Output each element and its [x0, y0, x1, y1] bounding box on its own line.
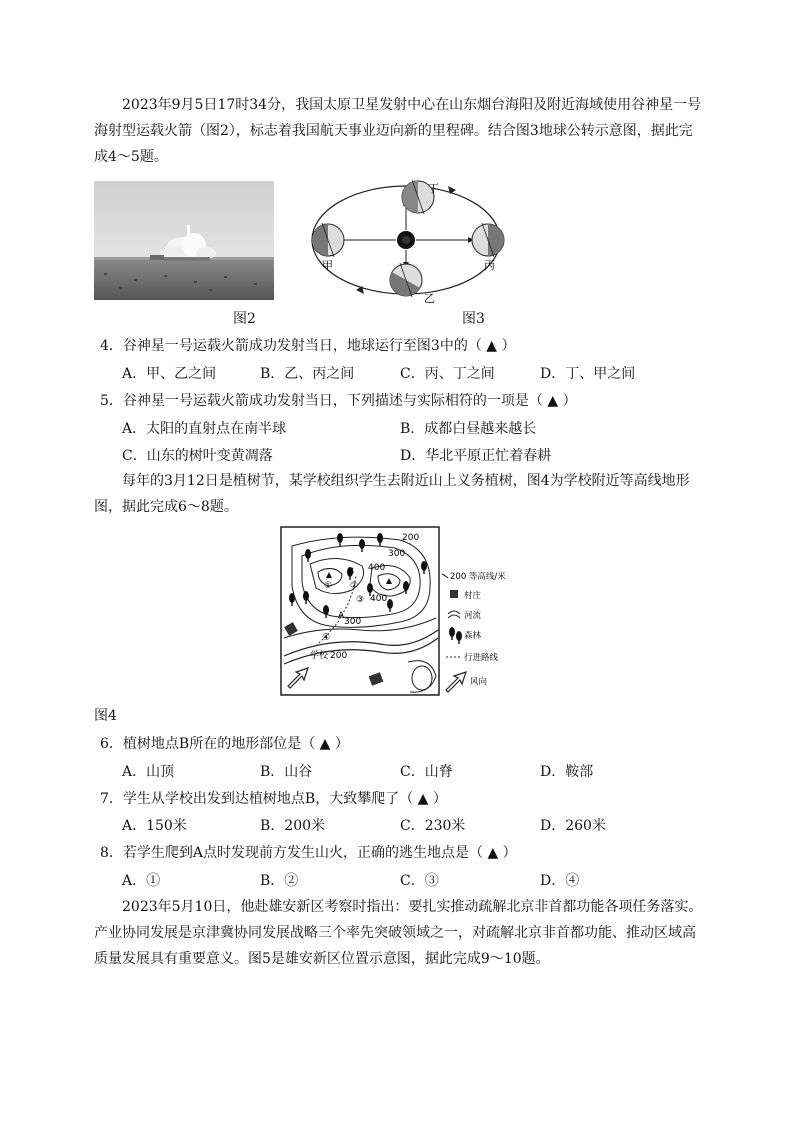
legend-contour: 200 等高线/米: [450, 572, 506, 582]
earth-revolution-diagram: [300, 170, 520, 305]
point-a-label: A: [338, 611, 345, 621]
q7-option-c[interactable]: C．230米: [400, 818, 466, 834]
q4-option-d[interactable]: D．丁、甲之间: [540, 366, 636, 382]
q8-option-a[interactable]: A．①: [122, 873, 161, 889]
legend-river: 河流: [464, 611, 482, 621]
fig3-caption: 图3: [462, 311, 485, 327]
point-b-label: B: [348, 567, 355, 577]
q7-option-b[interactable]: B．200米: [260, 818, 326, 834]
contour-label-6: 200: [330, 651, 348, 661]
q8-option-c[interactable]: C．③: [400, 873, 439, 889]
q6-option-c[interactable]: C．山脊: [400, 764, 453, 780]
circled-4: ④: [322, 633, 331, 643]
q7-option-a[interactable]: A．150米: [122, 818, 187, 834]
earth-yi-icon: [390, 263, 422, 297]
legend-village: 村庄: [464, 591, 482, 601]
q4-option-b[interactable]: B．乙、丙之间: [260, 366, 355, 382]
village-legend-icon: [450, 590, 458, 598]
q8-option-d[interactable]: D．④: [540, 873, 580, 889]
label-yi: 乙: [424, 292, 435, 305]
q6-option-a[interactable]: A．山顶: [122, 764, 175, 780]
legend-route: 行进路线: [464, 653, 499, 663]
q6-option-b[interactable]: B．山谷: [260, 764, 313, 780]
question-5-stem: 5．谷神星一号运载火箭成功发射当日，下列描述与实际相符的一项是（ ▲ ）: [100, 393, 577, 409]
q5-option-a[interactable]: A．太阳的直射点在南半球: [122, 421, 287, 437]
river-legend-icon: [448, 611, 460, 618]
q8-option-b[interactable]: B．②: [260, 873, 299, 889]
legend-wind: 风向: [470, 677, 488, 687]
q5-option-d[interactable]: D．华北平原正忙着春耕: [400, 448, 552, 464]
contour-label-3: 400: [368, 563, 386, 573]
intro-paragraph-2: 每年的3月12日是植树节，某学校组织学生去附近山上义务植树，图4为学校附近等高线地形图，据此完成6～8题。: [94, 473, 690, 515]
contour-label-1: 200: [402, 533, 420, 543]
fig2-caption: 图2: [233, 311, 256, 327]
fig4-caption: 图4: [94, 708, 117, 724]
rocket-launch-photo: [94, 181, 274, 300]
school-label: 学校: [310, 651, 329, 661]
q4-option-c[interactable]: C．丙、丁之间: [400, 366, 495, 382]
contour-label-2: 300: [388, 549, 406, 559]
earth-jia-icon: [312, 223, 344, 257]
contour-label-4: 400: [370, 594, 388, 604]
q5-option-c[interactable]: C．山东的树叶变黄凋落: [122, 448, 273, 464]
label-ding: 丁: [428, 182, 439, 195]
intro-paragraph-3: 2023年5月10日，他赴雄安新区考察时指出：要扎实推动疏解北京非首都功能各项任务落实。产业协同发展是京津冀协同发展战略三个率先突破领域之一，对疏解北京非首都功能、推动区域高质量发展具有重要意义。图5是雄安新区位置示意图，据此完成9～10题。: [94, 899, 703, 967]
contour-map: [280, 526, 530, 698]
contour-label-5: 300: [344, 617, 362, 627]
label-bing: 丙: [484, 259, 495, 272]
forest-legend-icon: [449, 627, 462, 644]
label-jia: 甲: [322, 259, 333, 272]
question-4-stem: 4．谷神星一号运载火箭成功发射当日，地球运行至图3中的（ ▲ ）: [100, 338, 516, 354]
question-6-stem: 6．植树地点B所在的地形部位是（ ▲ ）: [100, 736, 349, 752]
wind-legend-icon: [446, 672, 466, 692]
earth-bing-icon: [472, 223, 504, 257]
q5-option-b[interactable]: B．成都白昼越来越长: [400, 421, 537, 437]
circled-1: ①: [324, 581, 333, 591]
legend-forest: 森林: [464, 631, 482, 641]
question-8-stem: 8．若学生爬到A点时发现前方发生山火，正确的逃生地点是（ ▲ ）: [100, 845, 517, 861]
circled-2: ②: [350, 581, 359, 591]
intro-paragraph-1: 2023年9月5日17时34分，我国太原卫星发射中心在山东烟台海阳及附近海域使用谷神星一号海射型运载火箭（图2），标志着我国航天事业迈向新的里程碑。结合图3地球公转示意图，据此完成4～5题。: [94, 97, 702, 165]
circled-3: ③: [356, 595, 365, 605]
q6-option-d[interactable]: D．鞍部: [540, 764, 594, 780]
question-7-stem: 7．学生从学校出发到达植树地点B，大致攀爬了（ ▲ ）: [100, 791, 447, 807]
q4-option-a[interactable]: A．甲、乙之间: [122, 366, 217, 382]
q7-option-d[interactable]: D．260米: [540, 818, 606, 834]
